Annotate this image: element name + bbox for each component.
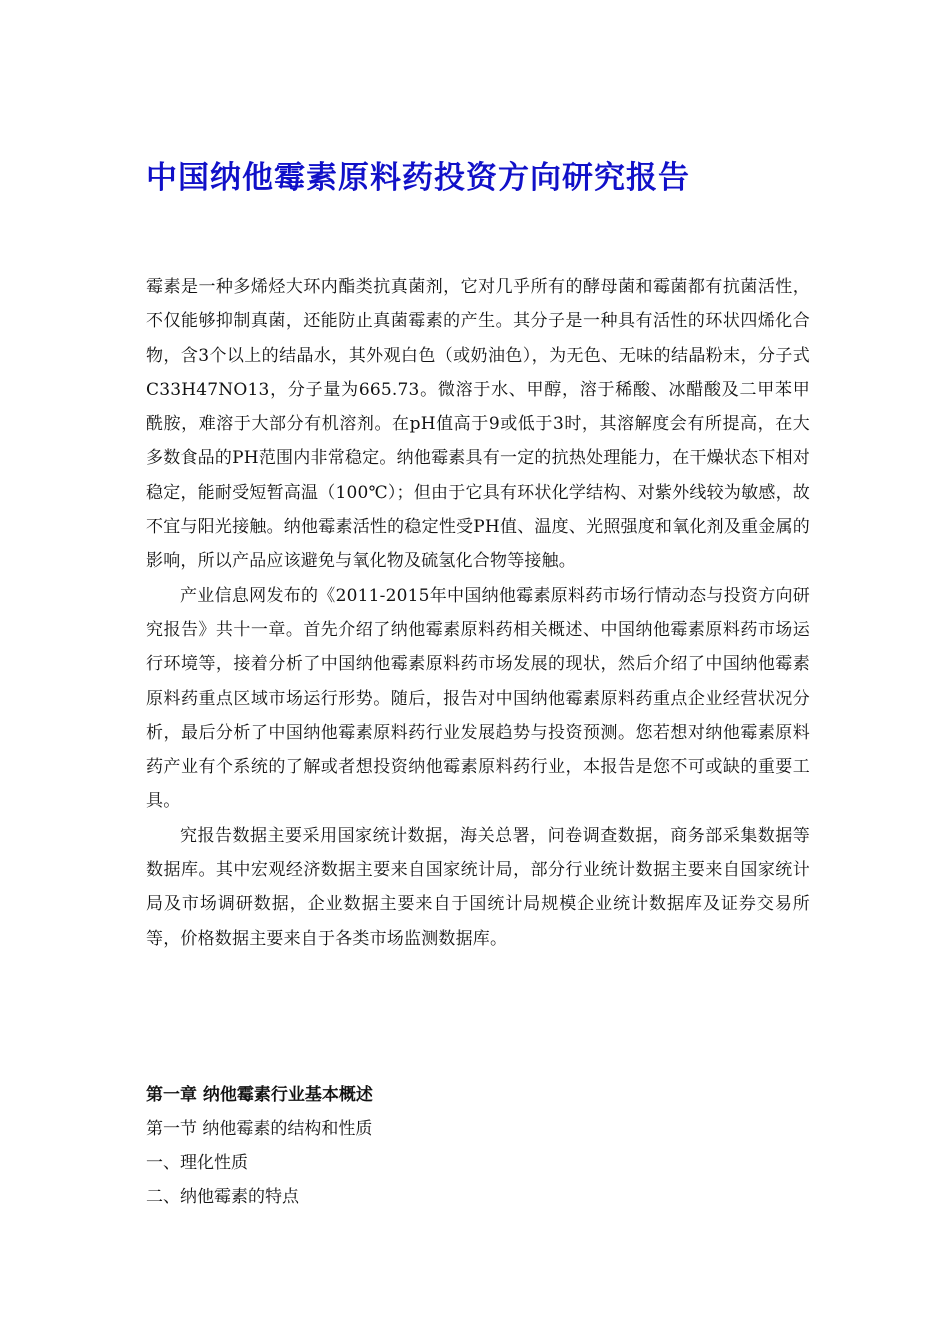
toc-item: 二、纳他霉素的特点 — [146, 1187, 299, 1207]
toc-chapter-heading: 第一章 纳他霉素行业基本概述 — [146, 1085, 373, 1105]
toc-section-heading: 第一节 纳他霉素的结构和性质 — [146, 1119, 373, 1139]
table-of-contents — [146, 1078, 810, 1214]
document-title: 中国纳他霉素原料药投资方向研究报告 — [146, 160, 690, 196]
paragraph-report-overview: 产业信息网发布的《2011-2015年中国纳他霉素原料药市场行情动态与投资方向研究报告》共十一章。首先介绍了纳他霉素原料药相关概述、中国纳他霉素原料药市场运行环境等，接着分析了中国纳他霉素原料药市场发展的现状，然后介绍了中国纳他霉素原料药重点区域市场运行形势。随后，报告对中国纳他霉素原料药重点企业经营状况分析，最后分析了中国纳他霉素原料药行业发展趋势与投资预测。您若想对纳他霉素原料药产业有个系统的了解或者想投资纳他霉素原料药行业，本报告是您不可或缺的重要工具。 — [146, 585, 810, 812]
document-body — [146, 270, 810, 956]
paragraph-natamycin-description: 霉素是一种多烯烃大环内酯类抗真菌剂，它对几乎所有的酵母菌和霉菌都有抗菌活性，不仅能够抑制真菌，还能防止真菌霉素的产生。其分子是一种具有活性的环状四烯化合物，含3个以上的结晶水，其外观白色（或奶油色），为无色、无味的结晶粉末，分子式C33H47NO13，分子量为665.73。微溶于水、甲醇，溶于稀酸、冰醋酸及二甲苯甲酰胺，难溶于大部分有机溶剂。在pH值高于9或低于3时，其溶解度会有所提高，在大多数食品的PH范围内非常稳定。纳他霉素具有一定的抗热处理能力，在干燥状态下相对稳定，能耐受短暂高温（100℃）；但由于它具有环状化学结构、对紫外线较为敏感，故不宜与阳光接触。纳他霉素活性的稳定性受PH值、温度、光照强度和氧化剂及重金属的影响，所以产品应该避免与氧化物及硫氢化合物等接触。 — [146, 277, 810, 572]
toc-item: 一、理化性质 — [146, 1153, 248, 1173]
paragraph-data-sources: 究报告数据主要采用国家统计数据，海关总署，问卷调查数据，商务部采集数据等数据库。其中宏观经济数据主要来自国家统计局，部分行业统计数据主要来自国家统计局及市场调研数据，企业数据主要来自于国统计局规模企业统计数据库及证券交易所等，价格数据主要来自于各类市场监测数据库。 — [146, 825, 810, 949]
